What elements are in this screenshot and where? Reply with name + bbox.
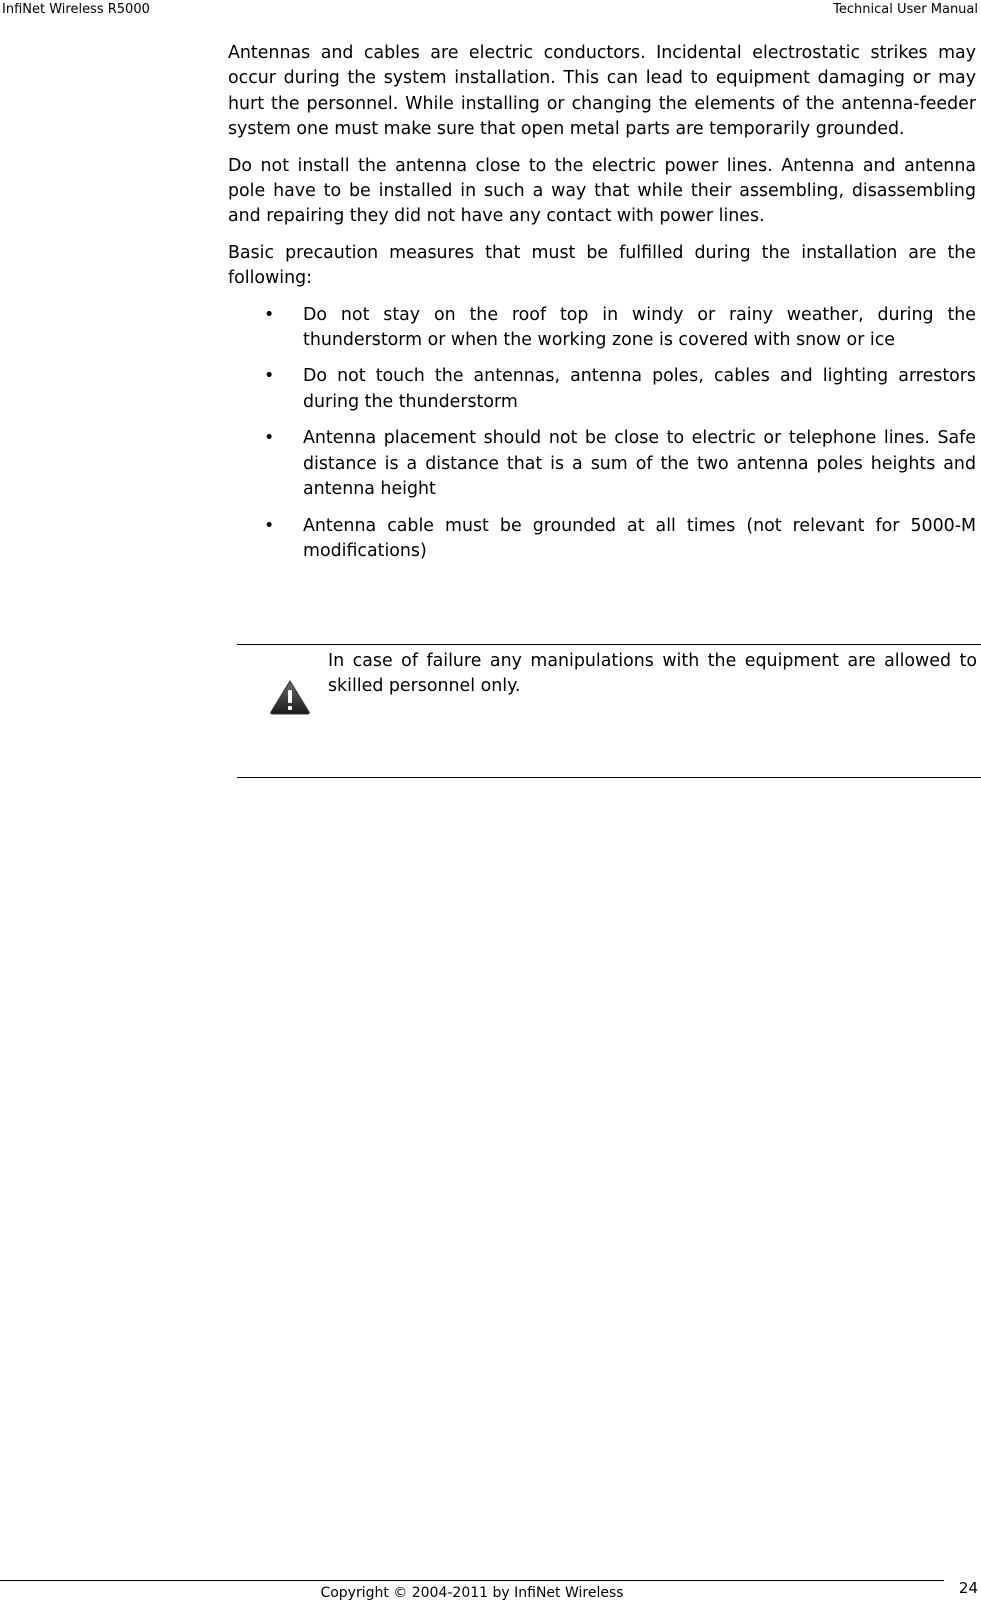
bullet-icon: •	[264, 366, 275, 387]
bullet-icon: •	[264, 304, 275, 325]
list-item	[228, 364, 976, 415]
bullet-icon: •	[264, 428, 275, 449]
header-document-title: InfiNet Wireless R5000	[2, 2, 150, 17]
list-item-text: Antenna placement should not be close to electric or telephone lines. Safe distance is a distance that is a sum of the two antenna poles heights and antenna height	[303, 428, 976, 500]
list-item	[228, 514, 976, 565]
list-item-text: Antenna cable must be grounded at all times (not relevant for 5000-M modifications)	[303, 515, 976, 561]
main-content	[228, 41, 976, 575]
list-item	[228, 426, 976, 502]
paragraph-power-lines: Do not install the antenna close to the electric power lines. Antenna and antenna pole have to be installed in such a way that while their assembling, disassembling and repairing they did not have any contact with power lines.	[228, 155, 976, 227]
warning-text: In case of failure any manipulations with the equipment are allowed to skilled personnel only.	[328, 651, 977, 697]
footer-divider	[0, 1580, 944, 1581]
precautions-list	[228, 303, 976, 565]
page-number: 24	[958, 1579, 978, 1597]
bullet-icon: •	[264, 515, 275, 536]
paragraph-electrostatic: Antennas and cables are electric conductors. Incidental electrostatic strikes may occur during the system installation. This can lead to equipment damaging or may hurt the personnel. While installing or changing the elements of the antenna-feeder system one must make sure that open metal parts are temporarily grounded.	[228, 43, 976, 140]
list-item-text: Do not stay on the roof top in windy or rainy weather, during the thunderstorm or when the working zone is covered with snow or ice	[303, 304, 976, 351]
list-item	[228, 303, 976, 354]
list-item-text: Do not touch the antennas, antenna poles, cables and lighting arrestors during the thunderstorm	[303, 366, 976, 412]
header-manual-title: Technical User Manual	[833, 2, 978, 17]
warning-triangle-icon	[269, 679, 311, 715]
footer-copyright: Copyright © 2004-2011 by InfiNet Wireless	[320, 1585, 624, 1601]
paragraph-precautions-intro: Basic precaution measures that must be fulfilled during the installation are the following:	[228, 242, 976, 289]
warning-note	[237, 644, 981, 778]
